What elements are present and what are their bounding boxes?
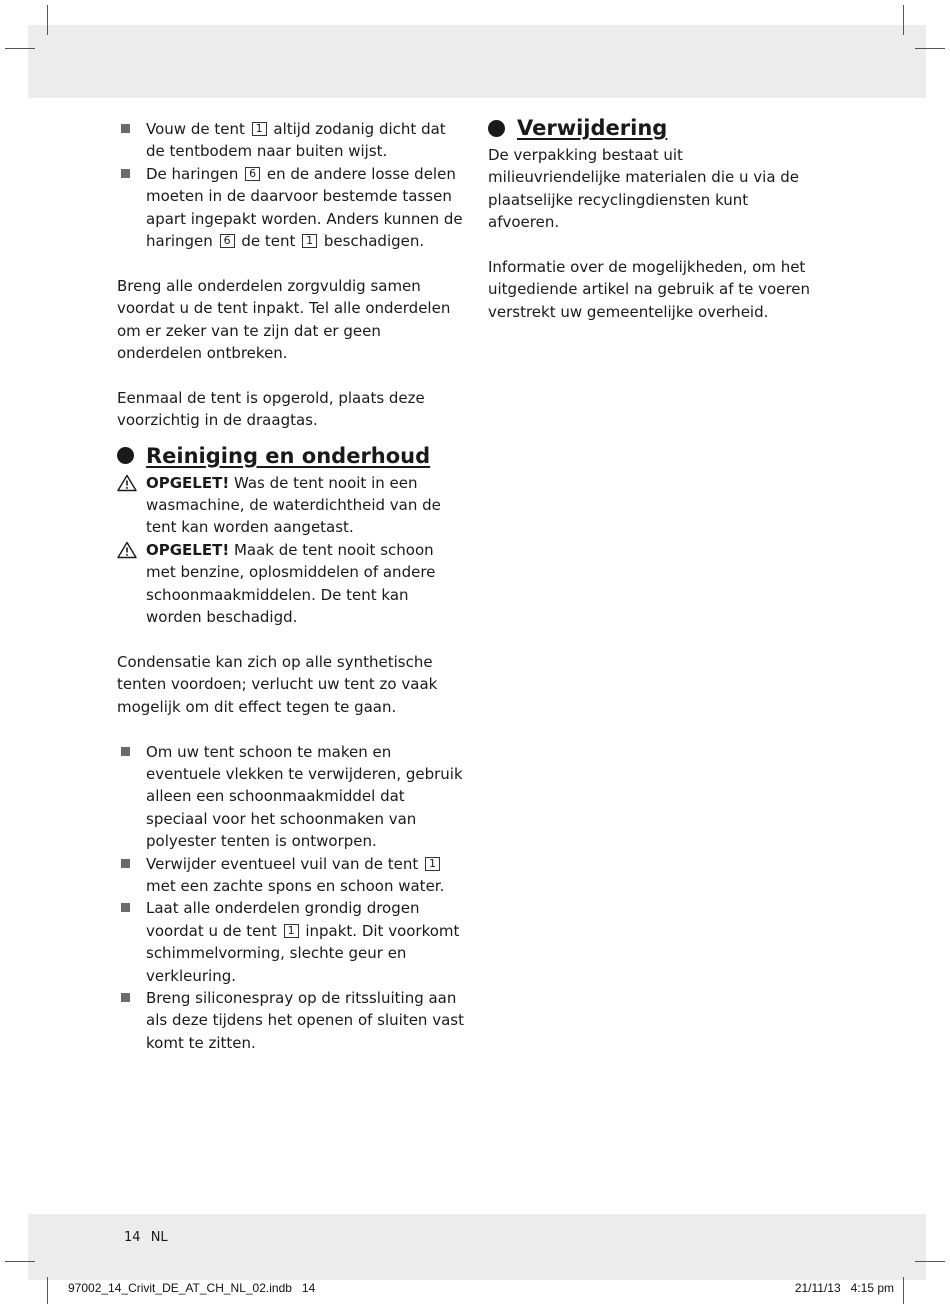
crop-mark — [915, 1261, 945, 1262]
crop-mark — [5, 1261, 35, 1262]
list-item-text: beschadigen. — [319, 232, 425, 251]
square-bullet-icon — [121, 124, 130, 133]
warning-text: Maak de tent nooit schoon met benzine, oplosmiddelen of andere schoonmaakmiddelen. De tent kan worden beschadigd. — [146, 540, 436, 627]
list-item-text: Om uw tent schoon te maken en eventuele vlekken te verwijderen, gebruik alleen een schoonmaakmiddel dat speciaal voor het schoonmaken van polyester tenten is ontworpen. — [146, 742, 463, 851]
square-bullet-icon — [121, 169, 130, 178]
heading-text: Verwijdering — [517, 116, 668, 140]
packing-bullet-list — [117, 118, 467, 252]
warning-triangle-icon — [117, 474, 137, 492]
footer-band — [28, 1214, 926, 1280]
part-reference-number: 1 — [302, 234, 317, 248]
paragraph-pack-parts: Breng alle onderdelen zorgvuldig samen voordat u de tent inpakt. Tel alle onderdelen om er zeker van te zijn dat er geen onderdelen ontbreken. — [117, 276, 451, 363]
list-item-text: Laat alle onderdelen grondig drogen voordat u de tent — [146, 899, 420, 940]
list-item-text: Verwijder eventueel vuil van de tent — [146, 854, 424, 873]
list-item — [117, 163, 467, 253]
square-bullet-icon — [121, 993, 130, 1002]
warning-keyword: OPGELET! — [146, 540, 230, 559]
filled-circle-icon — [488, 120, 505, 137]
warning-item — [117, 539, 467, 629]
list-item — [117, 987, 467, 1054]
warning-keyword: OPGELET! — [146, 473, 230, 492]
paragraph-condensation: Condensatie kan zich op alle synthetische tenten voordoen; verlucht uw tent zo vaak mogelijk om dit effect tegen te gaan. — [117, 652, 438, 716]
section-heading-disposal — [488, 114, 818, 142]
heading-text: Reiniging en onderhoud — [146, 443, 431, 468]
list-item-text: en de andere losse delen moeten in de daarvoor bestemde tassen apart ingepakt worden. Anders kunnen de haringen — [146, 164, 463, 251]
part-reference-number: 6 — [220, 234, 235, 248]
warnings-list — [117, 472, 467, 629]
cleaning-bullet-list — [117, 741, 467, 1055]
list-item-text: De haringen — [146, 164, 244, 183]
print-slug-date: 21/11/13 4:15 pm — [794, 1281, 894, 1295]
list-item-text: Vouw de tent — [146, 120, 250, 138]
filled-circle-icon — [117, 447, 134, 464]
paragraph-carry-bag: Eenmaal de tent is opgerold, plaats deze voorzichtig in de draagtas. — [117, 388, 425, 430]
part-reference-number: 6 — [245, 167, 260, 181]
square-bullet-icon — [121, 859, 130, 868]
list-item — [117, 897, 467, 987]
part-reference-number: 1 — [284, 924, 299, 938]
crop-mark — [903, 5, 904, 35]
paragraph-packaging: De verpakking bestaat uit milieuvriendelijke materialen die u via de plaatselijke recyclingdiensten kunt afvoeren. — [488, 146, 800, 232]
square-bullet-icon — [121, 903, 130, 912]
left-column — [117, 118, 467, 1054]
list-item-text: met een zachte spons en schoon water. — [146, 876, 445, 895]
warning-triangle-icon — [117, 541, 137, 559]
list-item — [117, 853, 467, 898]
warning-item — [117, 472, 467, 539]
part-reference-number: 1 — [252, 122, 267, 136]
page-footer — [124, 1230, 174, 1245]
right-column — [488, 114, 818, 323]
warning-text: Was de tent nooit in een wasmachine, de waterdichtheid van de tent kan worden aangetast. — [146, 473, 441, 537]
crop-mark — [5, 48, 35, 49]
list-item-text: Breng siliconespray op de ritssluiting aan als deze tijdens het openen of sluiten vast komt te zitten. — [146, 988, 464, 1052]
print-slug-file: 97002_14_Crivit_DE_AT_CH_NL_02.indb 14 — [68, 1281, 316, 1295]
crop-mark — [47, 5, 48, 35]
page-number: 14 — [124, 1230, 141, 1245]
language-code: NL — [150, 1230, 168, 1245]
list-item-text: altijd zodanig dicht dat de tentbodem naar buiten wijst. — [146, 120, 446, 161]
list-item-text: de tent — [236, 232, 301, 251]
crop-mark — [915, 48, 945, 49]
square-bullet-icon — [121, 747, 130, 756]
list-item — [117, 118, 467, 163]
section-heading-cleaning — [117, 442, 467, 470]
crop-mark — [47, 1277, 48, 1304]
header-band — [28, 25, 926, 98]
list-item-text: inpakt. Dit voorkomt schimmelvorming, slechte geur en verkleuring. — [146, 921, 460, 985]
crop-mark — [903, 1277, 904, 1304]
paragraph-disposal-info: Informatie over de mogelijkheden, om het uitgediende artikel na gebruik af te voeren verstrekt uw gemeentelijke overheid. — [488, 258, 810, 321]
part-reference-number: 1 — [425, 857, 440, 871]
list-item — [117, 741, 467, 853]
